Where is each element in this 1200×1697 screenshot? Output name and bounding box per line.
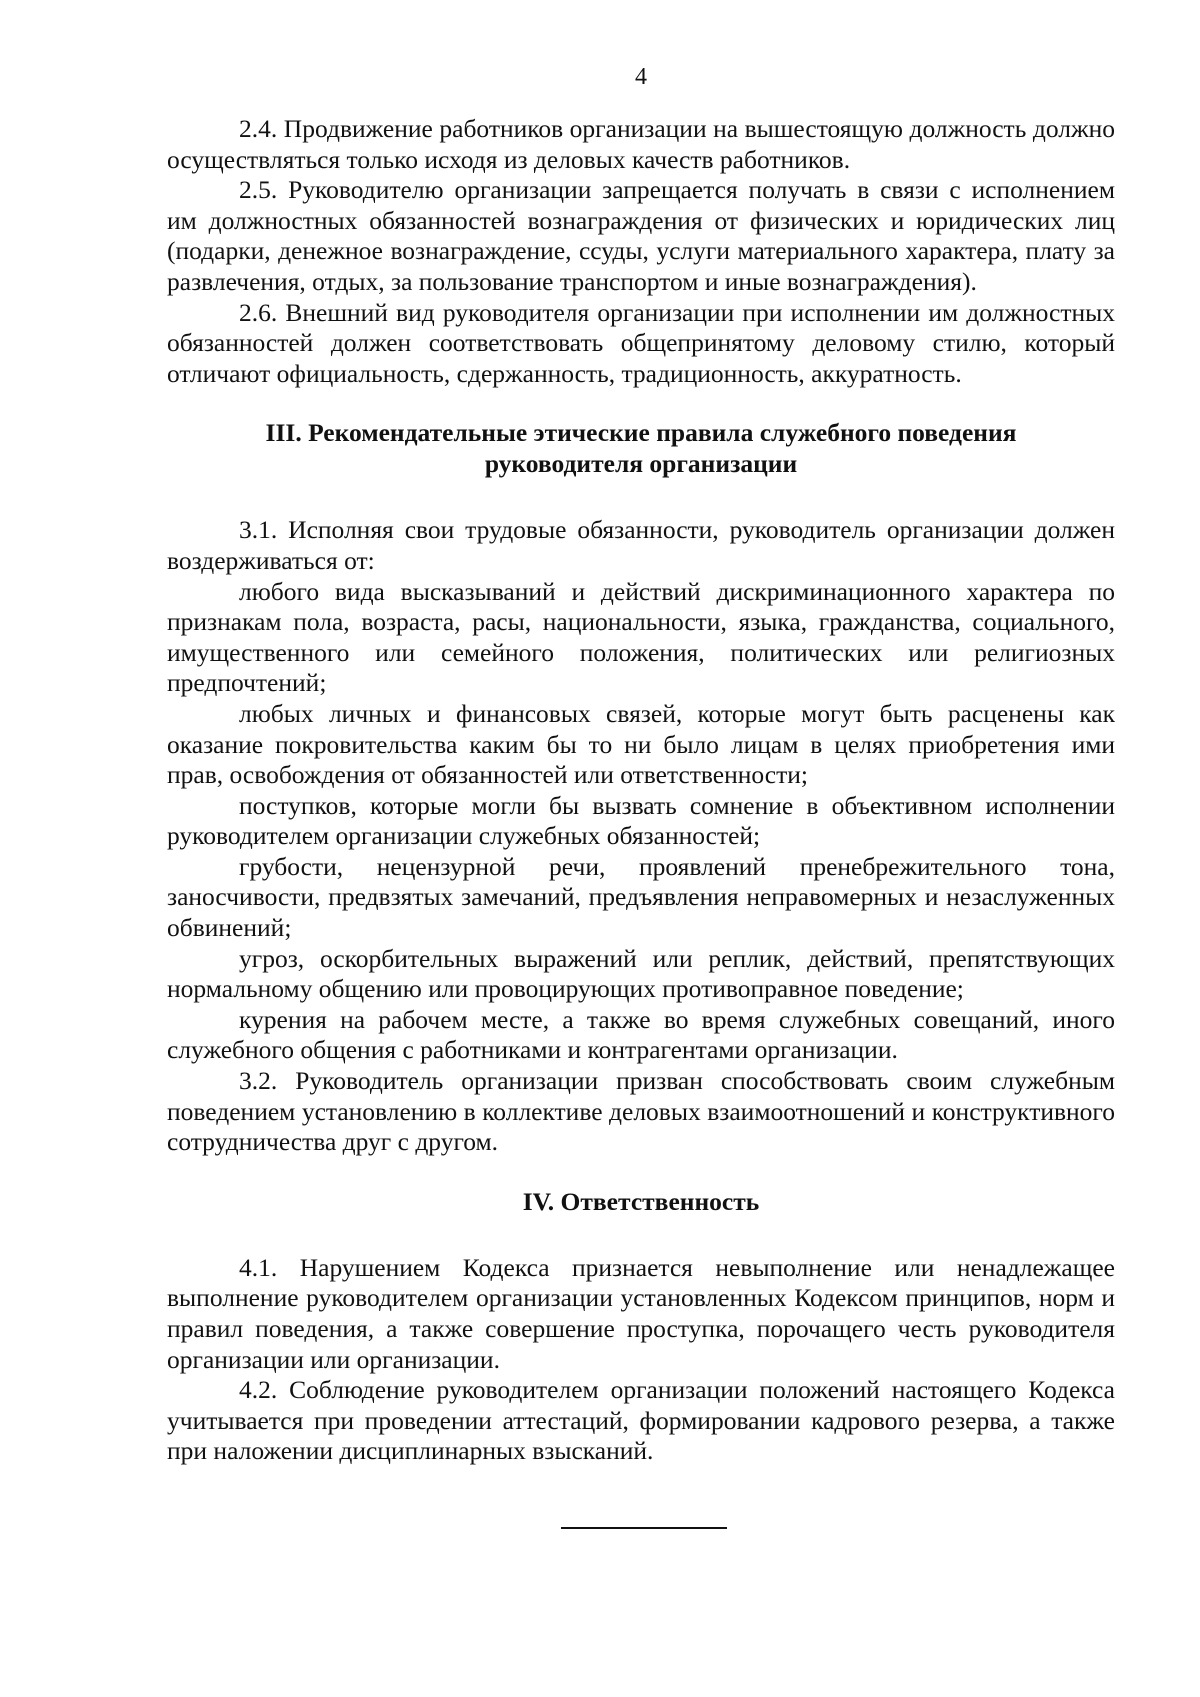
section-3-title-line-1: III. Рекомендательные этические правила служебного поведения (265, 418, 1017, 448)
end-rule-wrap (167, 1527, 1115, 1531)
paragraph-3-1: 3.1. Исполняя свои трудовые обязанности, руководитель организации должен воздерживаться от: (167, 515, 1115, 575)
list-item-smoking: курения на рабочем месте, а также во время служебных совещаний, иного служебного общения с работниками и контрагентами организации. (167, 1004, 1115, 1065)
end-rule (561, 1527, 727, 1529)
paragraph-2-4: 2.4. Продвижение работников организации на вышестоящую должность должно осуществляться только исходя из деловых качеств работников. (167, 114, 1115, 174)
list-item-rudeness: грубости, нецензурной речи, проявлений пренебрежительного тона, заносчивости, предвзятых замечаний, предъявления неправомерных и незаслуженных обвинений; (167, 851, 1115, 943)
list-item-doubtful-acts: поступков, которые могли бы вызвать сомнение в объективном исполнении руководителем организации служебных обязанностей; (167, 790, 1115, 851)
section-4-title: IV. Ответственность (522, 1186, 760, 1216)
section-3-title (167, 417, 1115, 479)
list-item-personal-ties: любых личных и финансовых связей, которые могут быть расценены как оказание покровительства каким бы то ни было лицам в целях приобретения ими прав, освобождения от обязанностей или ответственности; (167, 698, 1115, 790)
page-number: 4 (635, 64, 647, 90)
list-item-threats: угроз, оскорбительных выражений или реплик, действий, препятствующих нормальному общению или провоцирующих противоправное поведение; (167, 943, 1115, 1004)
section-3-title-line-2: руководителя организации (484, 449, 798, 479)
paragraph-4-2: 4.2. Соблюдение руководителем организации положений настоящего Кодекса учитывается при проведении аттестаций, формировании кадрового резерва, а также при наложении дисциплинарных взысканий. (167, 1375, 1115, 1466)
paragraph-2-6: 2.6. Внешний вид руководителя организации при исполнении им должностных обязанностей должен соответствовать общепринятому деловому стилю, который отличают официальность, сдержанность, традиционность, аккуратность. (167, 297, 1115, 388)
paragraph-4-1: 4.1. Нарушением Кодекса признается невыполнение или ненадлежащее выполнение руководителем организации установленных Кодексом принципов, норм и правил поведения, а также совершение проступка, порочащего честь руководителя организации или организации. (167, 1252, 1115, 1374)
list-item-discrimination: любого вида высказываний и действий дискриминационного характера по признакам пола, возраста, расы, национальности, языка, гражданства, социального, имущественного или семейного положения, политических или религиозных предпочтений; (167, 576, 1115, 698)
document-page (167, 62, 1115, 1531)
paragraph-2-5: 2.5. Руководителю организации запрещается получать в связи с исполнением им должностных обязанностей вознаграждения от физических и юридических лиц (подарки, денежное вознаграждение, ссуды, услуги материального характера, плату за развлечения, отдых, за пользование транспортом и иные вознаграждения). (167, 175, 1115, 296)
paragraph-3-2: 3.2. Руководитель организации призван способствовать своим служебным поведением установлению в коллективе деловых взаимоотношений и конструктивного сотрудничества друг с другом. (167, 1066, 1115, 1157)
